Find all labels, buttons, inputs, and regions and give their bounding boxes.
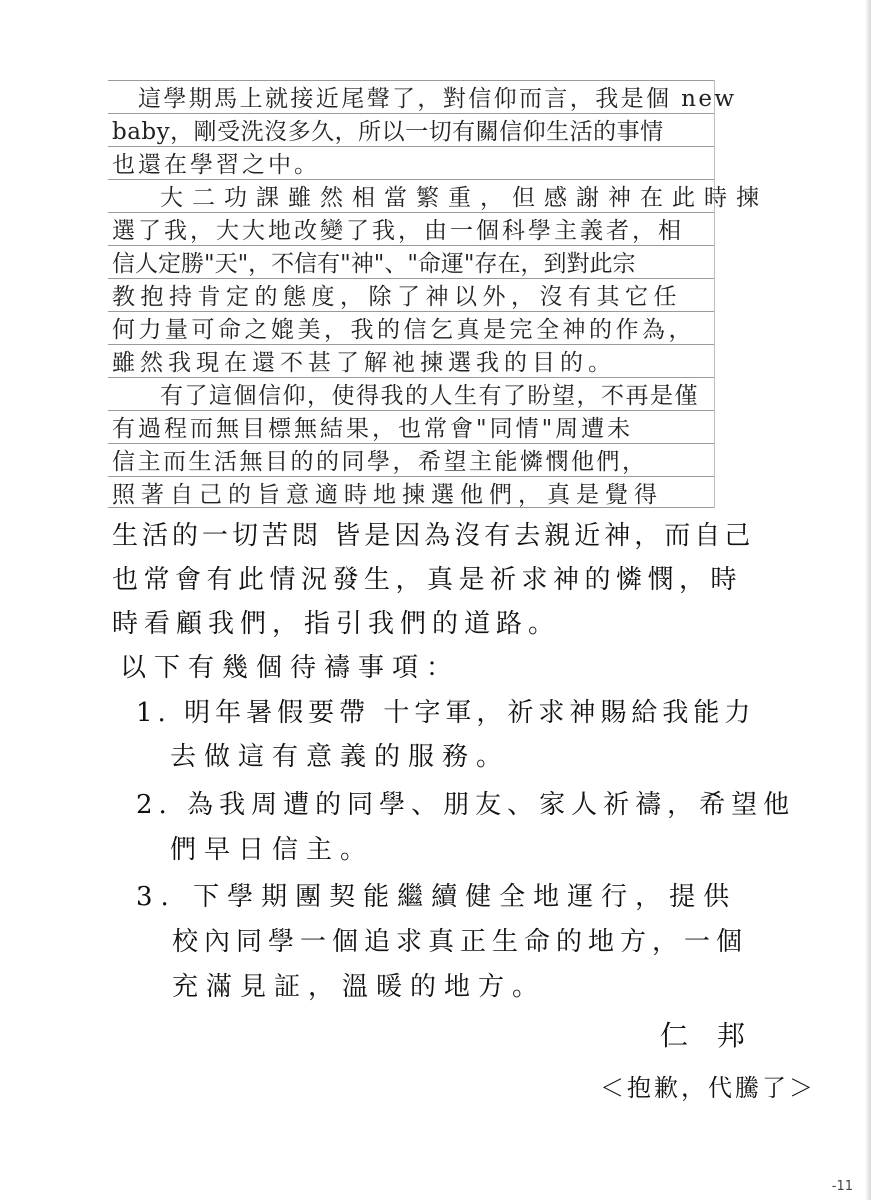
scan-edge (865, 0, 871, 1200)
prayer-item: 2. 為我周遭的同學、朋友、家人祈禱，希望他 (136, 790, 796, 820)
body-line: 也常會有此情況發生，真是祈求神的憐憫，時 (112, 565, 743, 595)
ruled-text-line: 這學期馬上就接近尾聲了，對信仰而言，我是個 new (138, 86, 737, 112)
signature-name: 仁 邦 (660, 1019, 755, 1052)
ruled-text-line: 信主而生活無目的的同學，希望主能憐憫他們， (112, 449, 648, 475)
prayer-item-continuation: 去做這有意義的服務。 (170, 742, 511, 772)
body-line: 生活的一切苦悶 皆是因為沒有去親近神，而自己 (112, 521, 755, 551)
ruled-text-line: 雖然我現在還不甚了解祂揀選我的目的。 (112, 350, 616, 376)
prayer-item: 1. 明年暑假要帶 十字軍，祈求神賜給我能力 (136, 698, 756, 728)
prayer-item: 3. 下學期團契能繼續健全地運行，提供 (136, 882, 738, 912)
ruled-text-line: 也還在學習之中。 (112, 152, 320, 178)
ruled-text-line: 照著自己的旨意適時地揀選他們，真是覺得 (112, 482, 663, 508)
ruled-text-line: 大二功課雖然相當繁重，但感謝神在此時揀 (160, 185, 768, 211)
ruled-text-line: 有了這個信仰，使得我的人生有了盼望，不再是僅 (160, 383, 699, 409)
prayer-item-continuation: 們早日信主。 (170, 835, 375, 865)
signature-note: ＜抱歉，代騰了＞ (600, 1074, 816, 1102)
ruled-text-line: 教抱持肯定的態度，除了神以外，沒有其它任 (112, 284, 682, 310)
body-line: 時看顧我們，指引我們的道路。 (112, 609, 561, 639)
body-line: 以下有幾個待禱事項： (120, 653, 461, 683)
ruled-text-line: 有過程而無目標無結果，也常會"同情"周遭未 (112, 416, 634, 442)
page-number: -11 (831, 1179, 853, 1194)
ruled-text-line: 信人定勝"天"，不信有"神"、"命運"存在，到對此宗 (112, 251, 636, 277)
ruled-text-line: baby，剛受洗沒多久，所以一切有關信仰生活的事情 (112, 119, 664, 145)
ruled-paragraph-block (108, 80, 768, 508)
ruled-text-line: 何力量可命之媲美，我的信乞真是完全神的作為， (112, 317, 695, 343)
ruled-text-line: 選了我，大大地改變了我，由一個科學主義者，相 (112, 218, 684, 244)
prayer-item-continuation: 校內同學一個追求真正生命的地方，一個 (172, 927, 749, 957)
prayer-item-continuation: 充滿見証，溫暖的地方。 (172, 972, 547, 1002)
